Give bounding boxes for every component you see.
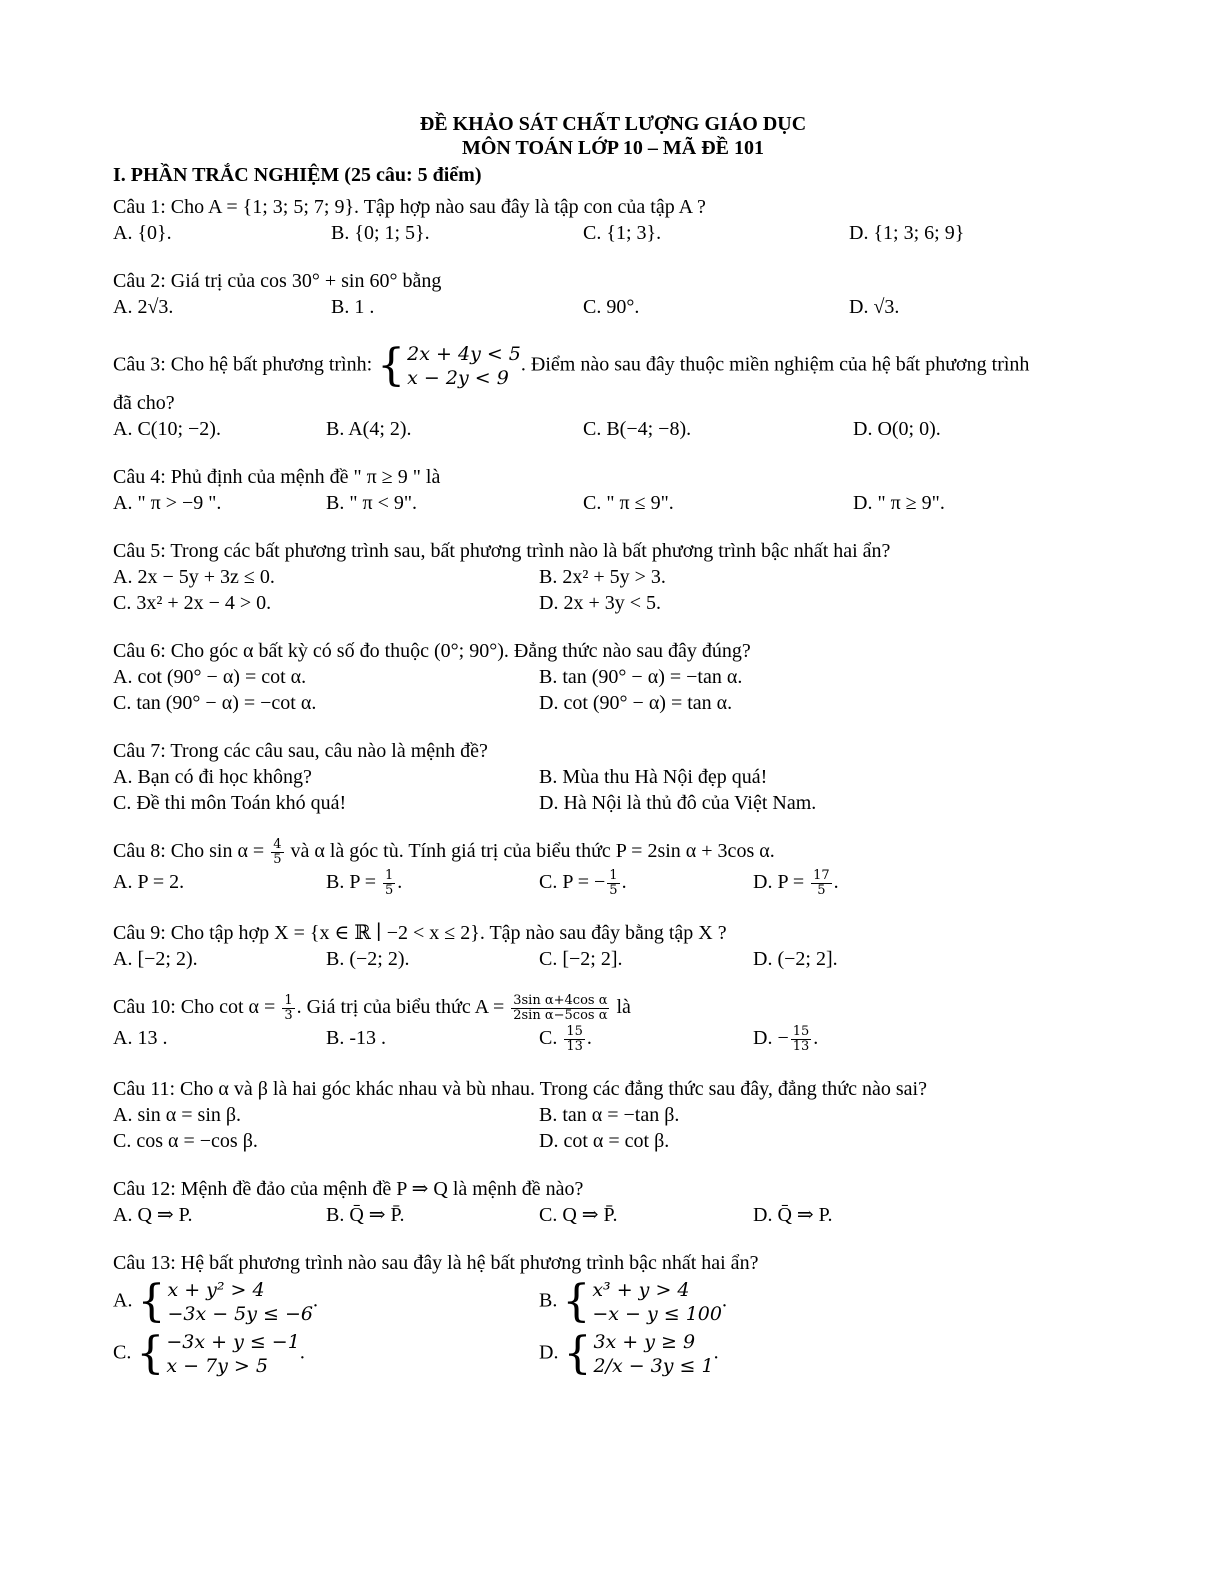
option-c: C. { −3x + y ≤ −1 x − 7y > 5 .: [113, 1328, 305, 1379]
brace-icon: {: [137, 1276, 166, 1327]
fraction: $\frac{1}{3}$: [284, 993, 293, 1023]
option-d: D. cot (90° − α) = tan α.: [539, 692, 733, 714]
question-5: [113, 538, 1113, 616]
option-b: B. tan (90° − α) = −tan α.: [539, 666, 743, 688]
fraction: $\frac{\text{3sin α+4cos α}}{\text{2sin α−5cos α}}$: [513, 993, 608, 1023]
option-d: D. (−2; 2].: [753, 948, 838, 970]
question-stem: Câu 2: Giá trị của cos 30° + sin 60° bằng: [113, 270, 442, 292]
brace-icon: {: [562, 1276, 591, 1327]
option-c: C. [−2; 2].: [539, 948, 623, 970]
option-c: C. B(−4; −8).: [583, 418, 692, 440]
option-b: B. (−2; 2).: [326, 948, 410, 970]
numerator: 4: [273, 837, 282, 852]
option-a: A. 13 .: [113, 1027, 168, 1049]
question-3: [113, 342, 1113, 442]
question-1: [113, 194, 1113, 246]
fraction: [271, 838, 283, 867]
question-6: [113, 638, 1113, 716]
option-b: B. -13 .: [326, 1027, 386, 1049]
option-b: B. P = $\frac{1}{5}$ .: [326, 868, 403, 898]
option-a: A. Bạn có đi học không?: [113, 766, 312, 788]
question-stem: Câu 5: Trong các bất phương trình sau, bất phương trình nào là bất phương trình bậc nhất hai ẩn?: [113, 540, 891, 562]
question-stem: Câu 12: Mệnh đề đảo của mệnh đề P ⇒ Q là mệnh đề nào?: [113, 1178, 584, 1200]
option-d: D. √3.: [849, 296, 900, 318]
inequality-system: [377, 342, 521, 390]
stem-part: và α là góc tù. Tính giá trị của biểu thức P = 2sin α + 3cos α.: [285, 840, 775, 863]
option-d: D. − $\frac{15}{13}$ .: [753, 1024, 819, 1054]
option-b: B. A(4; 2).: [326, 418, 412, 440]
option-b: B. 2x² + 5y > 3.: [539, 566, 666, 588]
option-a: A. [−2; 2).: [113, 948, 198, 970]
option-a: A. sin α = sin β.: [113, 1104, 242, 1126]
option-c: C. tan (90° − α) = −cot α.: [113, 692, 317, 714]
option-a: A. " π > −9 ".: [113, 492, 222, 514]
option-c: C. cos α = −cos β.: [113, 1130, 258, 1152]
section-heading: I. PHẦN TRẮC NGHIỆM (25 câu: 5 điểm): [113, 164, 482, 186]
option-c: C. Đề thi môn Toán khó quá!: [113, 792, 347, 814]
question-2: [113, 268, 1113, 320]
question-12: [113, 1176, 1113, 1228]
option-a: A. 2x − 5y + 3z ≤ 0.: [113, 566, 275, 588]
option-c: C. $\frac{15}{13}$ .: [539, 1024, 592, 1054]
fraction: $\frac{15}{13}$: [792, 1024, 810, 1054]
option-d: D. {1; 3; 6; 9}: [849, 222, 965, 244]
question-7: [113, 738, 1113, 816]
option-d: D. " π ≥ 9".: [853, 492, 945, 514]
option-c: C. {1; 3}.: [583, 222, 662, 244]
question-stem: Câu 10: Cho cot α = $\frac{1}{3}$ . Giá trị của biểu thức A = $\frac{\text{3sin α+4cos α}}{\text{2sin α−5cos α}}$ là: [113, 993, 631, 1023]
exam-title-line1: ĐỀ KHẢO SÁT CHẤT LƯỢNG GIÁO DỤC: [419, 113, 807, 135]
option-a: A. Q ⇒ P.: [113, 1204, 193, 1226]
brace-icon: {: [136, 1328, 165, 1379]
option-c: C. " π ≤ 9".: [583, 492, 674, 514]
stem-continuation: đã cho?: [113, 392, 175, 414]
exam-title-line2: MÔN TOÁN LỚP 10 – MÃ ĐỀ 101: [461, 137, 765, 159]
brace-icon: {: [377, 340, 406, 391]
option-a: A. cot (90° − α) = cot α.: [113, 666, 307, 688]
option-c: C. P = − $\frac{1}{5}$ .: [539, 868, 627, 898]
question-stem: Câu 4: Phủ định của mệnh đề " π ≥ 9 " là: [113, 466, 441, 488]
system-line: x − 2y < 9: [407, 367, 509, 389]
fraction: $\frac{1}{5}$: [609, 868, 618, 898]
question-stem: Câu 7: Trong các câu sau, câu nào là mệnh đề?: [113, 740, 488, 762]
question-9: [113, 920, 1113, 972]
fraction: $\frac{1}{5}$: [385, 868, 394, 898]
option-a: A. 2√3.: [113, 296, 174, 318]
fraction: $\frac{17}{5}$: [813, 868, 830, 898]
option-d: D. Hà Nội là thủ đô của Việt Nam.: [539, 792, 817, 814]
option-d: D. 2x + 3y < 5.: [539, 592, 662, 614]
option-b: B. Mùa thu Hà Nội đẹp quá!: [539, 766, 768, 788]
option-c: C. 3x² + 2x − 4 > 0.: [113, 592, 272, 614]
option-a: A. {0}.: [113, 222, 172, 244]
option-c: C. 90°.: [583, 296, 640, 318]
question-8: [113, 838, 1113, 898]
question-11: [113, 1076, 1113, 1154]
question-stem: Câu 11: Cho α và β là hai góc khác nhau và bù nhau. Trong các đẳng thức sau đây, đẳng thức nào sai?: [113, 1078, 927, 1100]
stem-prefix: Câu 3: Cho hệ bất phương trình:: [113, 353, 378, 376]
option-d: D. Q̄ ⇒ P.: [753, 1204, 833, 1226]
option-a: A. { x + y² > 4 −3x − 5y ≤ −6 .: [113, 1276, 319, 1327]
exam-page: [113, 112, 1113, 1378]
option-a: A. C(10; −2).: [113, 418, 221, 440]
system-line: 2x + 4y < 5: [407, 343, 521, 365]
question-stem: [113, 342, 1113, 390]
option-b: B. { x³ + y > 4 −x − y ≤ 100 .: [539, 1276, 727, 1327]
question-stem: [113, 838, 1113, 867]
option-a: A. P = 2.: [113, 871, 185, 893]
question-4: [113, 464, 1113, 516]
option-b: B. 1 .: [331, 296, 375, 318]
brace-icon: {: [563, 1328, 592, 1379]
denominator: 5: [273, 852, 282, 867]
option-c: C. Q ⇒ P̄.: [539, 1204, 618, 1226]
question-stem: Câu 13: Hệ bất phương trình nào sau đây là hệ bất phương trình bậc nhất hai ẩn?: [113, 1252, 759, 1274]
stem-suffix: . Điểm nào sau đây thuộc miền nghiệm của hệ bất phương trình: [520, 353, 1030, 376]
question-13: [113, 1250, 1113, 1378]
option-b: B. " π < 9".: [326, 492, 418, 514]
option-d: D. O(0; 0).: [853, 418, 941, 440]
question-stem: Câu 9: Cho tập hợp X = {x ∈ ℝ ∣ −2 < x ≤ 2}. Tập nào sau đây bằng tập X ?: [113, 922, 727, 944]
question-stem: Câu 1: Cho A = {1; 3; 5; 7; 9}. Tập hợp nào sau đây là tập con của tập A ?: [113, 196, 706, 218]
option-b: B. tan α = −tan β.: [539, 1104, 680, 1126]
option-d: D. P = $\frac{17}{5}$ .: [753, 868, 839, 898]
option-d: D. { 3x + y ≥ 9 2/x − 3y ≤ 1 .: [539, 1328, 719, 1379]
stem-part: Câu 8: Cho sin α =: [113, 840, 270, 863]
question-10: [113, 994, 1113, 1054]
question-stem: Câu 6: Cho góc α bất kỳ có số đo thuộc (0°; 90°). Đẳng thức nào sau đây đúng?: [113, 640, 751, 662]
option-b: B. {0; 1; 5}.: [331, 222, 430, 244]
fraction: $\frac{15}{13}$: [566, 1024, 583, 1054]
option-b: B. Q̄ ⇒ P̄.: [326, 1204, 405, 1226]
option-d: D. cot α = cot β.: [539, 1130, 670, 1152]
